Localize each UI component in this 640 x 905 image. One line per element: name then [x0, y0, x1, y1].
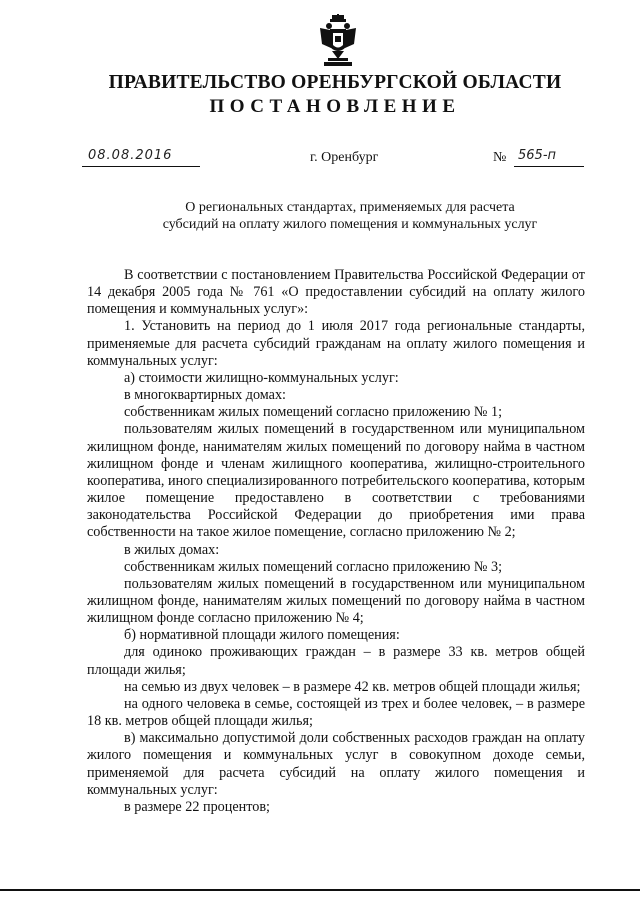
paragraph: в многоквартирных домах:: [124, 387, 286, 404]
heading-line: О региональных стандартах, применяемых для расчета: [185, 200, 515, 215]
paragraph: собственникам жилых помещений согласно приложению № 3;: [124, 558, 503, 575]
paragraph: пользователям жилых помещений в государственном или муниципальном жилищном фонде, нанимателям жилых помещений по договору найма в частном жилищном фонде и членам жилищного кооператива, жилищно-строительного кооператива, иного специализированного потребительского кооператива, которым жилое помещение предоставлено в соответствии с требованиями законодательства Российской Федерации до приобретения ими права собственности на такое жилое помещение, согласно приложению № 2;: [87, 421, 585, 541]
date-underline: [82, 166, 200, 167]
paragraph: на одного человека в семье, состоящей из трех и более человек, – в размере 18 кв. метров общей площади жилья;: [87, 695, 585, 730]
paragraph: в) максимально допустимой доли собственных расходов граждан на оплату жилого помещения и коммунальных услуг в совокупном доходе семьи, применяемой для расчета субсидий на оплату жилого помещения и коммунальных услуг:: [87, 730, 585, 798]
heading-line: субсидий на оплату жилого помещения и коммунальных услуг: [162, 217, 538, 232]
paragraph: в жилых домах:: [124, 541, 220, 558]
document-date: 08.08.2016: [88, 148, 173, 163]
paragraph: в размере 22 процентов;: [124, 798, 270, 815]
coat-of-arms-icon: [318, 14, 358, 68]
paragraph: собственникам жилых помещений согласно приложению № 1;: [124, 404, 503, 421]
document-meta: [0, 150, 640, 172]
paragraph: б) нормативной площади жилого помещения:: [124, 627, 400, 644]
document-body: [87, 267, 585, 816]
paragraph: а) стоимости жилищно-коммунальных услуг:: [124, 369, 399, 386]
paragraph: для одиноко проживающих граждан – в размере 33 кв. метров общей площади жилья;: [87, 644, 585, 678]
document-heading: [120, 199, 580, 233]
number-underline: [514, 166, 584, 167]
paragraph: 1. Установить на период до 1 июля 2017 года региональные стандарты, применяемые для расчета субсидий гражданам на оплату жилого помещения и коммунальных услуг:: [87, 318, 585, 369]
document-number: 565-п: [518, 148, 557, 163]
paragraph: на семью из двух человек – в размере 42 кв. метров общей площади жилья;: [124, 678, 581, 695]
page-bottom-rule: [0, 889, 640, 891]
government-title: ПРАВИТЕЛЬСТВО ОРЕНБУРГСКОЙ ОБЛАСТИ: [108, 72, 562, 93]
document-type: ПОСТАНОВЛЕНИЕ: [209, 96, 461, 117]
paragraph: пользователям жилых помещений в государственном или муниципальном жилищном фонде, нанимателям жилых помещений по договору найма в частном жилищном фонде согласно приложению № 4;: [87, 575, 585, 627]
number-label: №: [493, 150, 507, 165]
paragraph: В соответствии с постановлением Правительства Российской Федерации от 14 декабря 2005 года № 761 «О предоставлении субсидий на оплату жилого помещения и коммунальных услуг»:: [87, 267, 585, 318]
document-city: г. Оренбург: [310, 150, 379, 165]
